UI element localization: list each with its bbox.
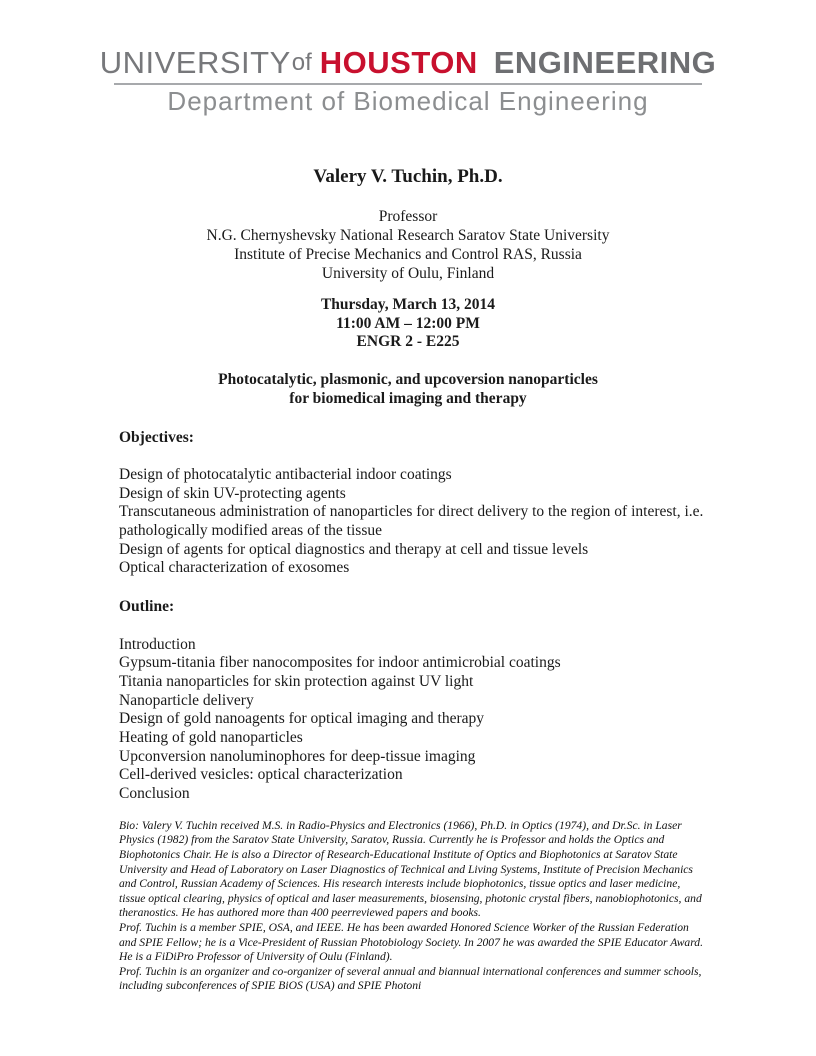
- uh-engineering-logo: [99, 45, 717, 116]
- outline-heading: Outline:: [119, 598, 175, 616]
- speaker-affiliation: University of Oulu, Finland: [321, 265, 495, 282]
- logo-university-text: UNIVERSITY: [99, 45, 291, 80]
- outline-item: Titania nanoparticles for skin protection against UV light: [119, 672, 474, 690]
- outline-item: Conclusion: [119, 785, 190, 803]
- bio-paragraph: Bio: Valery V. Tuchin received M.S. in Radio-Physics and Electronics (1966), Ph.D. in Optics (1974), and Dr.Sc. in Laser Physics (1982) from the Saratov State University, Saratov, Russia. Currently he is Professor and holds the Optics and Biophotonics Chair. He is also a Director of Research-Educational Institute of Optics and Biophotonics at Saratov State University and Head of Laboratory on Laser Diagnostics of Technical and Living Systems, Institute of Precision Mechanics and Control, Russian Academy of Sciences. His research interests include biophotonics, tissue optics and laser medicine, tissue optical clearing, physics of optical and laser measurements, biosensing, photonic crystal fibers, nanobiophotonics, and theranostics. He has authored more than 400 peerreviewed papers and books.: [119, 818, 702, 920]
- objective-item: Design of photocatalytic antibacterial indoor coatings: [119, 465, 452, 483]
- speaker-bio: [119, 819, 707, 994]
- logo-horizontal-rule: [114, 83, 702, 85]
- outline-list: [119, 636, 707, 804]
- speaker-name: Valery V. Tuchin, Ph.D.: [313, 166, 503, 187]
- objectives-heading: Objectives:: [119, 428, 194, 446]
- talk-title-line-2: for biomedical imaging and therapy: [289, 389, 527, 407]
- objective-item: Design of skin UV-protecting agents: [119, 484, 346, 502]
- speaker-affiliation: N.G. Chernyshevsky National Research Saratov State University: [206, 227, 610, 244]
- logo-of-text: of: [291, 49, 312, 76]
- outline-item: Design of gold nanoagents for optical imaging and therapy: [119, 710, 485, 728]
- objective-item: Transcutaneous administration of nanoparticles for direct delivery to the region of interest, i.e. pathologically modified areas of the tissue: [119, 503, 704, 540]
- talk-title: [0, 371, 816, 408]
- outline-item: Heating of gold nanoparticles: [119, 729, 303, 747]
- outline-item: Cell-derived vesicles: optical characterization: [119, 766, 403, 784]
- logo-engineering-text: ENGINEERING: [493, 45, 717, 80]
- speaker-affiliation: Institute of Precise Mechanics and Control RAS, Russia: [234, 246, 582, 263]
- speaker-title: Professor: [378, 208, 438, 225]
- objective-item: Optical characterization of exosomes: [119, 559, 350, 577]
- logo-houston-text: HOUSTON: [319, 45, 478, 80]
- bio-paragraph: Prof. Tuchin is an organizer and co-organizer of several annual and biannual international conferences and summer schools, including subconferences of SPIE BiOS (USA) and SPIE Photoni: [119, 964, 702, 993]
- event-time: 11:00 AM – 12:00 PM: [336, 314, 480, 332]
- logo-wordmark: [99, 45, 717, 80]
- outline-item: Upconversion nanoluminophores for deep-tissue imaging: [119, 747, 476, 765]
- outline-item: Gypsum-titania fiber nanocomposites for indoor antimicrobial coatings: [119, 654, 561, 672]
- outline-item: Introduction: [119, 635, 196, 653]
- event-location: ENGR 2 - E225: [356, 333, 460, 351]
- talk-title-line-1: Photocatalytic, plasmonic, and upcoversion nanoparticles: [218, 371, 598, 389]
- logo-department-text: Department of Biomedical Engineering: [167, 86, 649, 116]
- objective-item: Design of agents for optical diagnostics and therapy at cell and tissue levels: [119, 540, 589, 558]
- objectives-section: [119, 429, 707, 579]
- speaker-affiliation-block: [0, 207, 816, 283]
- outline-item: Nanoparticle delivery: [119, 691, 254, 709]
- event-date: Thursday, March 13, 2014: [320, 296, 496, 313]
- event-details-block: [0, 296, 816, 352]
- objectives-list: [119, 466, 707, 578]
- bio-paragraph: Prof. Tuchin is a member SPIE, OSA, and IEEE. He has been awarded Honored Science Worker of the Russian Federation and SPIE Fellow; he is a Vice-President of Russian Photobiology Society. In 2007 he was awarded the SPIE Educator Award. He is a FiDiPro Professor of University of Oulu (Finland).: [119, 921, 703, 964]
- outline-section: [119, 598, 707, 804]
